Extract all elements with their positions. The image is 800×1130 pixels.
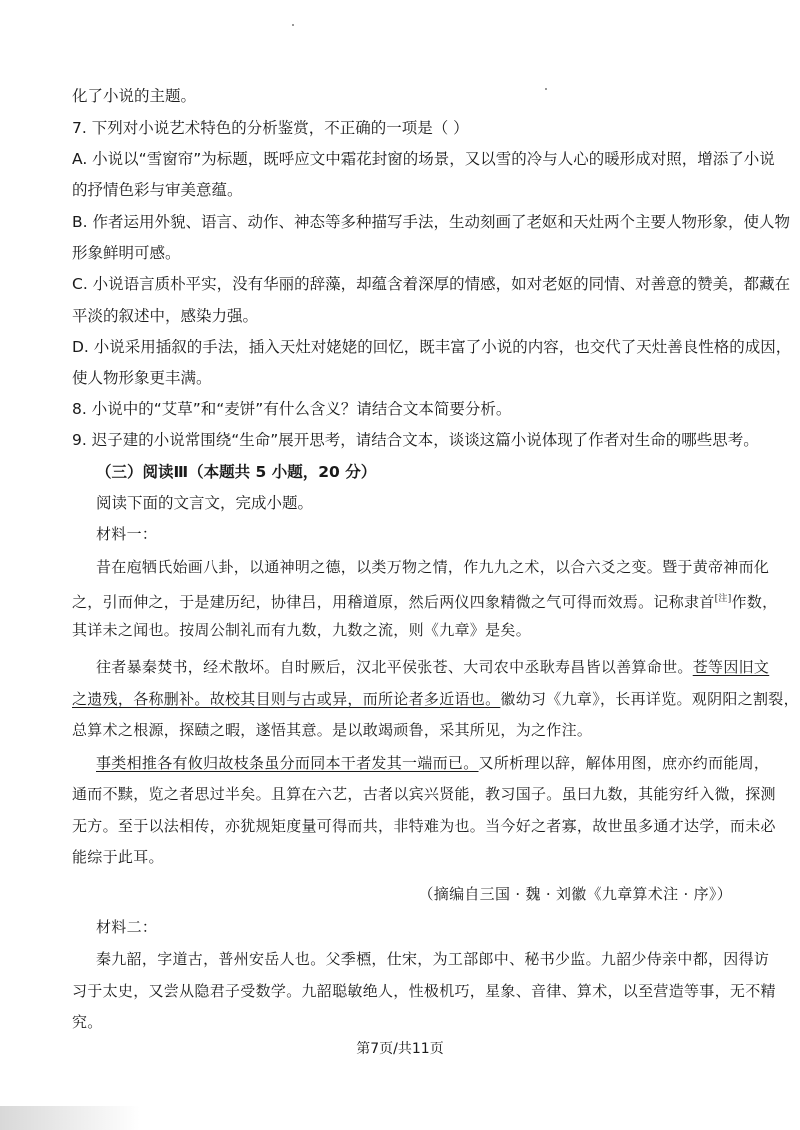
text-span: 又所析理以辞，解体用图，庶亦约而能周， bbox=[478, 754, 770, 772]
page-number: 第7页/共11页 bbox=[356, 1041, 444, 1057]
option-b: B. 作者运用外貌、语言、动作、神态等多种描写手法，生动刻画了老妪和天灶两个主要人物形象，使人物 bbox=[72, 213, 790, 231]
text-line: 化了小说的主题。 bbox=[72, 87, 197, 105]
classical-text-line bbox=[96, 752, 770, 774]
classical-text-line: 其详未之闻也。按周公制礼而有九数，九数之流，则《九章》是矣。 bbox=[72, 621, 532, 639]
text-span: 之，引而伸之，于是建历纪，协律吕，用稽道原，然后两仪四象精微之气可得而效焉。记称隶首 bbox=[72, 593, 715, 611]
text-span: 徽幼习《九章》，长再详览。观阴阳之割裂， bbox=[500, 690, 799, 708]
instruction: 阅读下面的文言文，完成小题。 bbox=[96, 494, 314, 512]
underlined-unpunctuated-sentence: 事类相推各有攸归故枝条虽分而同本干者发其一端而已。 bbox=[96, 754, 479, 772]
classical-text-line bbox=[72, 688, 799, 710]
classical-text-line bbox=[96, 656, 770, 678]
option-a-cont: 的抒情色彩与审美意蕴。 bbox=[72, 181, 243, 199]
question-9: 9. 迟子建的小说常围绕“生命”展开思考，请结合文本，谈谈这篇小说体现了作者对生命的哪些思考。 bbox=[72, 431, 759, 449]
underlined-sentence: 苍等因旧文 bbox=[692, 658, 770, 676]
note-marker: [注] bbox=[714, 594, 732, 604]
classical-text-line bbox=[72, 588, 778, 613]
classical-text-line: 秦九韶，字道古，普州安岳人也。父季槱，仕宋，为工部郎中、秘书少监。九韶少侍亲中都，因得访 bbox=[96, 950, 770, 968]
section-heading: （三）阅读Ⅲ（本题共 5 小题，20 分） bbox=[96, 463, 377, 481]
scan-speck bbox=[292, 24, 294, 26]
option-d: D. 小说采用插叙的手法，插入天灶对姥姥的回忆，既丰富了小说的内容，也交代了天灶善良性格的成因， bbox=[72, 338, 792, 356]
classical-text-line: 通而不黩，览之者思过半矣。且算在六艺，古者以宾兴贤能，教习国子。虽曰九数，其能穷纤入微，探测 bbox=[72, 785, 776, 803]
classical-text-line: 昔在庖牺氏始画八卦，以通神明之德，以类万物之情，作九九之术，以合六爻之变。暨于黄帝神而化 bbox=[96, 558, 770, 576]
option-c-cont: 平淡的叙述中，感染力强。 bbox=[72, 307, 259, 325]
classical-text-line: 习于太史，又尝从隐君子受数学。九韶聪敏绝人，性极机巧，星象、音律、算术，以至营造等事，无不精 bbox=[72, 982, 776, 1000]
text-span: 往者暴秦焚书，经术散坏。自时厥后，汉北平侯张苍、大司农中丞耿寿昌皆以善算命世。 bbox=[96, 658, 693, 676]
scan-shadow bbox=[0, 1106, 140, 1130]
classical-text-line: 能综于此耳。 bbox=[72, 848, 164, 866]
question-8: 8. 小说中的“艾草”和“麦饼”有什么含义？请结合文本简要分析。 bbox=[72, 400, 512, 418]
classical-text-line: 总算术之根源，探赜之暇，遂悟其意。是以敢竭顽鲁，采其所见，为之作注。 bbox=[72, 721, 593, 739]
classical-text-line: 无方。至于以法相传，亦犹规矩度量可得而共，非特难为也。当今好之者寡，故世虽多通才达学，而未必 bbox=[72, 817, 776, 835]
option-b-cont: 形象鲜明可感。 bbox=[72, 244, 181, 262]
question-7: 7. 下列对小说艺术特色的分析鉴赏，不正确的一项是（ ） bbox=[72, 119, 469, 137]
option-c: C. 小说语言质朴平实，没有华丽的辞藻，却蕴含着深厚的情感，如对老妪的同情、对善意的赞美，都藏在 bbox=[72, 275, 791, 293]
source-citation: （摘编自三国 · 魏 · 刘徽《九章算术注 · 序》） bbox=[418, 885, 732, 903]
option-a: A. 小说以“雪窗帘”为标题，既呼应文中霜花封窗的场景，又以雪的冷与人心的暖形成对照，增添了小说 bbox=[72, 150, 775, 168]
underlined-sentence: 之遗残，各称删补。故校其目则与古或异，而所论者多近语也。 bbox=[72, 690, 501, 708]
material-2-label: 材料二： bbox=[96, 918, 158, 936]
classical-text-line: 究。 bbox=[72, 1013, 103, 1031]
text-span: 作数， bbox=[731, 593, 778, 611]
material-1-label: 材料一： bbox=[96, 525, 158, 543]
option-d-cont: 使人物形象更丰满。 bbox=[72, 369, 212, 387]
